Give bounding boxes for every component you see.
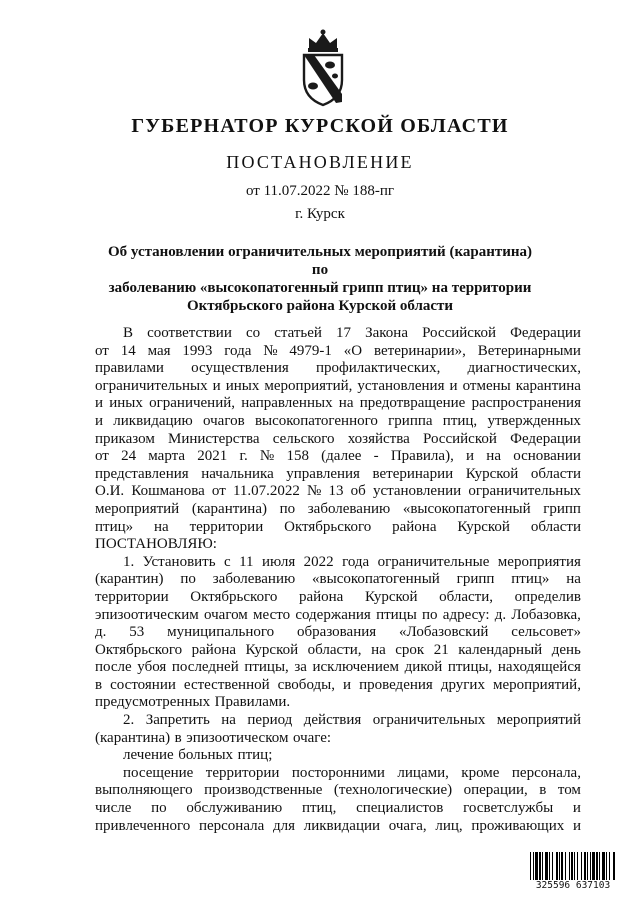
- body-word: на: [486, 448, 501, 465]
- body-word: птиц,: [301, 800, 337, 817]
- body-word: Октябрьского: [284, 518, 372, 535]
- body-word: основании: [513, 448, 581, 465]
- title-line: Об установлении ограничительных мероприятий (карантина) по: [107, 244, 532, 278]
- body-word: (далее: [321, 448, 362, 465]
- barcode-bar: [596, 852, 598, 882]
- body-line: [95, 343, 581, 361]
- body-line: [95, 624, 581, 642]
- body-word: производственные: [204, 782, 323, 799]
- body-word: 17: [336, 325, 352, 341]
- body-word: начальника: [201, 465, 274, 482]
- body-line: [95, 519, 581, 537]
- body-word: заболеванию: [307, 500, 391, 517]
- body-word: госветслужбы: [463, 800, 554, 817]
- body-word: (карантин): [95, 571, 164, 588]
- body-word: муниципального: [167, 624, 275, 641]
- body-word: по: [422, 606, 438, 623]
- body-word: убоя: [137, 659, 167, 676]
- barcode-bar: [571, 852, 573, 882]
- body-word: и: [572, 800, 581, 817]
- body-word: проведения: [359, 676, 433, 693]
- body-word: очаге:: [292, 729, 332, 746]
- body-word: по: [151, 800, 167, 817]
- body-word: состоянии: [110, 676, 176, 693]
- body-word: гриппа: [388, 412, 433, 429]
- body-word: мероприятий: [95, 500, 180, 517]
- body-word: ветеринарии: [372, 465, 454, 482]
- barcode-bar: [592, 852, 595, 882]
- document-city: г. Курск: [295, 206, 345, 222]
- barcode-bar: [535, 852, 538, 882]
- body-word: очагом: [204, 606, 248, 623]
- document-body: [95, 325, 581, 835]
- body-word: ограничительных: [95, 377, 208, 394]
- body-line: [95, 782, 581, 800]
- body-word: день: [551, 641, 581, 658]
- barcode-bar: [552, 852, 553, 882]
- body-word: естественной: [183, 676, 270, 693]
- body-word: предотвращение: [359, 395, 466, 412]
- body-word: лечение: [123, 747, 174, 764]
- body-word: и: [466, 448, 475, 465]
- body-word: предусмотренных: [95, 694, 211, 711]
- body-line: [95, 589, 581, 607]
- body-word: после: [95, 659, 132, 676]
- body-word: птицы,: [244, 659, 289, 676]
- body-word: ограничительных: [468, 483, 581, 500]
- barcode-bar: [565, 852, 566, 882]
- body-word: профилактических,: [315, 360, 441, 377]
- body-line: [95, 554, 581, 572]
- body-line: [95, 642, 581, 660]
- body-word: ограничительные: [377, 553, 490, 570]
- body-word: очагов: [203, 412, 245, 429]
- body-word: об: [350, 483, 366, 500]
- body-word: иных: [109, 395, 143, 412]
- body-word: 1993: [182, 342, 213, 359]
- body-word: 4979-1: [289, 342, 332, 359]
- body-line: [95, 448, 581, 466]
- barcode-bar: [549, 852, 550, 882]
- body-line: [95, 360, 581, 378]
- body-word: д.: [95, 624, 107, 641]
- body-word: срок: [395, 641, 425, 658]
- body-word: том: [557, 782, 581, 799]
- body-word: и: [343, 676, 352, 693]
- document-date-number: от 11.07.2022 № 188-пг: [245, 183, 395, 199]
- barcode-bar: [556, 852, 558, 882]
- body-word: птицы,: [447, 659, 493, 676]
- barcode-bar: [539, 852, 541, 882]
- body-word: определив: [514, 588, 581, 605]
- body-word: находящейся: [497, 659, 581, 676]
- body-word: свободы,: [277, 676, 335, 693]
- body-line: [95, 712, 581, 730]
- body-word: соответствии: [147, 325, 232, 341]
- body-word: представления: [95, 465, 189, 482]
- body-word: высокопатогенного: [254, 412, 378, 429]
- body-word: приказом: [95, 430, 155, 447]
- body-word: ограничений,: [149, 395, 236, 412]
- body-word: Октябрьского: [190, 588, 278, 605]
- body-word: дикой: [404, 659, 443, 676]
- body-word: установления: [357, 377, 445, 394]
- body-word: ликвидации: [303, 817, 381, 834]
- body-line: [95, 800, 581, 818]
- body-word: «О: [343, 342, 363, 359]
- body-word: утвержденных: [487, 412, 581, 429]
- body-word: со: [245, 325, 261, 341]
- body-word: содержания: [295, 606, 371, 623]
- body-word: (карантина): [191, 500, 267, 517]
- body-line: [95, 483, 581, 501]
- body-word: 11: [239, 553, 254, 570]
- body-word: адресу:: [442, 606, 490, 623]
- body-word: области,: [307, 641, 362, 658]
- body-word: грипп: [543, 500, 581, 517]
- body-word: Закона: [365, 325, 408, 341]
- body-line: [95, 818, 581, 836]
- body-word: проживающих: [471, 817, 565, 834]
- body-word: управления: [286, 465, 360, 482]
- body-word: за: [294, 659, 307, 676]
- body-word: области: [530, 518, 581, 535]
- body-word: Кошманова: [131, 483, 205, 500]
- body-word: мероприятий,: [493, 676, 581, 693]
- barcode-bar: [542, 852, 543, 882]
- body-line: [95, 395, 581, 413]
- body-word: на: [371, 641, 386, 658]
- body-word: специалистов: [356, 800, 444, 817]
- body-line: [95, 466, 581, 484]
- body-word: мероприятий,: [264, 377, 353, 394]
- body-word: птиц,: [442, 412, 478, 429]
- body-word: диагностических,: [467, 360, 581, 377]
- barcode-bar: [609, 852, 610, 882]
- body-word: в: [539, 782, 547, 799]
- body-line: [95, 677, 581, 695]
- body-line: [95, 747, 581, 765]
- body-word: «Лобазовский: [399, 624, 489, 641]
- barcode-bar: [569, 852, 570, 882]
- body-word: лиц,: [435, 817, 463, 834]
- body-word: №: [259, 448, 275, 465]
- body-line: [95, 413, 581, 431]
- body-word: Октябрьского: [95, 641, 183, 658]
- body-word: Курской: [364, 588, 418, 605]
- body-word: Правила),: [390, 448, 454, 465]
- body-word: от: [95, 448, 109, 465]
- body-word: операции,: [463, 782, 528, 799]
- barcode-bar: [613, 852, 615, 882]
- body-word: ветеринарии»,: [373, 342, 466, 359]
- body-word: посторонними: [291, 764, 385, 781]
- body-word: и: [212, 377, 221, 394]
- body-word: календарный: [458, 641, 543, 658]
- body-word: Российской: [422, 325, 496, 341]
- body-word: для: [273, 817, 296, 834]
- barcode-bar: [584, 852, 586, 882]
- body-word: Курской: [457, 518, 510, 535]
- body-line: [95, 501, 581, 519]
- body-word: в: [95, 676, 103, 693]
- body-word: ограничительных: [372, 712, 486, 729]
- body-word: на: [566, 571, 581, 588]
- body-word: года: [342, 553, 370, 570]
- body-word: на: [338, 395, 354, 412]
- barcode-bar: [606, 852, 607, 882]
- coat-of-arms-emblem: [296, 28, 350, 108]
- body-word: Федерации: [510, 430, 581, 447]
- body-word: персонала,: [511, 764, 581, 781]
- body-word: 158: [286, 448, 309, 465]
- body-word: №: [263, 342, 278, 359]
- body-word: «высокопатогенный: [312, 571, 440, 588]
- body-word: сельсовет»: [511, 624, 581, 641]
- body-word: птицы: [376, 606, 417, 623]
- body-word: г.: [239, 448, 248, 465]
- barcode-bar: [559, 852, 560, 882]
- title-line: Октябрьского района Курской области: [186, 298, 454, 314]
- body-word: на: [154, 518, 169, 535]
- barcode-bar: [545, 852, 548, 882]
- body-word: области,: [439, 588, 494, 605]
- body-word: очага,: [388, 817, 427, 834]
- body-line: [95, 730, 581, 748]
- body-word: направленных: [241, 395, 333, 412]
- body-word: В: [123, 325, 134, 341]
- body-word: Министерства: [168, 430, 260, 447]
- issuing-authority: ГУБЕРНАТОР КУРСКОЙ ОБЛАСТИ: [131, 115, 509, 137]
- body-word: территории: [189, 518, 264, 535]
- body-word: числе: [95, 800, 132, 817]
- body-word: последней: [171, 659, 239, 676]
- body-word: обслуживанию: [186, 800, 283, 817]
- barcode-bar: [602, 852, 605, 882]
- body-line: [95, 571, 581, 589]
- document-type: ПОСТАНОВЛЕНИЕ: [226, 152, 414, 172]
- body-word: Правилами.: [214, 694, 291, 711]
- body-word: мероприятия: [497, 553, 581, 570]
- body-word: 14: [120, 342, 136, 359]
- body-word: хозяйства: [347, 430, 410, 447]
- body-word: (технологические): [333, 782, 453, 799]
- body-word: по: [180, 571, 196, 588]
- body-word: птиц»: [95, 518, 134, 535]
- body-word: -: [373, 448, 379, 465]
- document-title: [100, 243, 540, 315]
- body-word: эпизоотическом: [186, 729, 289, 746]
- body-word: района: [298, 588, 344, 605]
- body-line: [95, 765, 581, 783]
- body-word: и: [95, 395, 104, 412]
- body-word: больных: [178, 747, 234, 764]
- body-word: 11.07.2022: [232, 483, 300, 500]
- body-word: 24: [121, 448, 137, 465]
- body-word: карантина: [515, 377, 581, 394]
- body-word: О.И.: [95, 483, 125, 500]
- body-word: 2022: [303, 553, 334, 570]
- body-word: Ветеринарными: [477, 342, 581, 359]
- body-word: посещение: [123, 764, 194, 781]
- body-word: от: [95, 342, 109, 359]
- body-word: от: [211, 483, 226, 500]
- body-word: в: [174, 729, 182, 746]
- body-word: июля: [261, 553, 296, 570]
- body-word: правилами: [95, 360, 164, 377]
- body-word: Российской: [422, 430, 497, 447]
- body-word: Запретить: [145, 712, 210, 729]
- body-word: заболеванию: [212, 571, 296, 588]
- title-line: заболеванию «высокопатогенный грипп птиц» на территории: [108, 280, 532, 296]
- body-word: исключением: [312, 659, 399, 676]
- barcode-bar: [587, 852, 588, 882]
- body-word: района: [191, 641, 237, 658]
- body-word: №: [307, 483, 322, 500]
- body-word: 1.: [123, 553, 135, 570]
- body-line: [95, 325, 581, 343]
- body-word: мероприятий: [496, 712, 581, 729]
- body-word: сельского: [272, 430, 335, 447]
- body-word: 21: [433, 641, 449, 658]
- barcode-bar: [599, 852, 600, 882]
- body-word: 2.: [123, 712, 135, 729]
- body-word: Курской: [245, 641, 299, 658]
- body-word: по: [279, 500, 296, 517]
- body-word: и: [95, 412, 104, 429]
- body-word: Установить: [142, 553, 216, 570]
- body-word: 53: [129, 624, 145, 641]
- body-word: территории: [95, 588, 169, 605]
- body-word: кроме: [461, 764, 500, 781]
- body-word: место: [253, 606, 291, 623]
- body-word: действия: [303, 712, 362, 729]
- barcode-number: 325596 637103: [528, 880, 618, 892]
- barcode-bar: [581, 852, 582, 882]
- body-word: персонала: [198, 817, 265, 834]
- body-word: привлеченного: [95, 817, 191, 834]
- body-line: [95, 659, 581, 677]
- body-word: 13: [328, 483, 344, 500]
- barcode-bar: [530, 852, 531, 882]
- body-word: ПОСТАНОВЛЯЮ:: [95, 536, 217, 553]
- body-word: других: [440, 676, 485, 693]
- body-word: птиц;: [237, 747, 273, 764]
- barcode-bar: [590, 852, 591, 882]
- body-word: мая: [147, 342, 171, 359]
- body-word: Курской: [465, 465, 519, 482]
- body-word: Лобазовка,: [511, 606, 581, 623]
- body-word: выполняющего: [95, 782, 193, 799]
- body-word: период: [247, 712, 293, 729]
- body-word: и: [449, 377, 458, 394]
- body-word: отмены: [462, 377, 511, 394]
- body-word: района: [392, 518, 437, 535]
- body-word: иных: [225, 377, 260, 394]
- body-word: области: [530, 465, 581, 482]
- body-word: грипп: [456, 571, 495, 588]
- body-word: осуществления: [191, 360, 289, 377]
- body-word: ликвидацию: [113, 412, 193, 429]
- body-word: статьей: [274, 325, 322, 341]
- body-word: (карантина): [95, 729, 171, 746]
- body-word: установлении: [372, 483, 462, 500]
- barcode-bar: [577, 852, 578, 882]
- body-line: [95, 694, 581, 712]
- body-word: на: [221, 712, 236, 729]
- body-word: марта: [148, 448, 186, 465]
- body-line: [95, 378, 581, 396]
- body-word: эпизоотическим: [95, 606, 199, 623]
- body-word: Федерации: [510, 325, 581, 341]
- body-word: «высокопатогенный: [402, 500, 531, 517]
- body-line: [95, 431, 581, 449]
- barcode-bar: [574, 852, 575, 882]
- body-word: 2021: [197, 448, 228, 465]
- body-word: образования: [297, 624, 377, 641]
- body-word: распространения: [471, 395, 581, 412]
- body-line: [95, 536, 581, 554]
- body-word: лицами,: [397, 764, 449, 781]
- body-word: года: [224, 342, 252, 359]
- barcode-bar: [533, 852, 534, 882]
- body-word: и: [572, 817, 581, 834]
- barcode-bar: [561, 852, 563, 882]
- body-word: с: [224, 553, 231, 570]
- body-word: птиц»: [511, 571, 550, 588]
- body-line: [95, 607, 581, 625]
- body-word: д.: [494, 606, 507, 623]
- body-word: территории: [205, 764, 280, 781]
